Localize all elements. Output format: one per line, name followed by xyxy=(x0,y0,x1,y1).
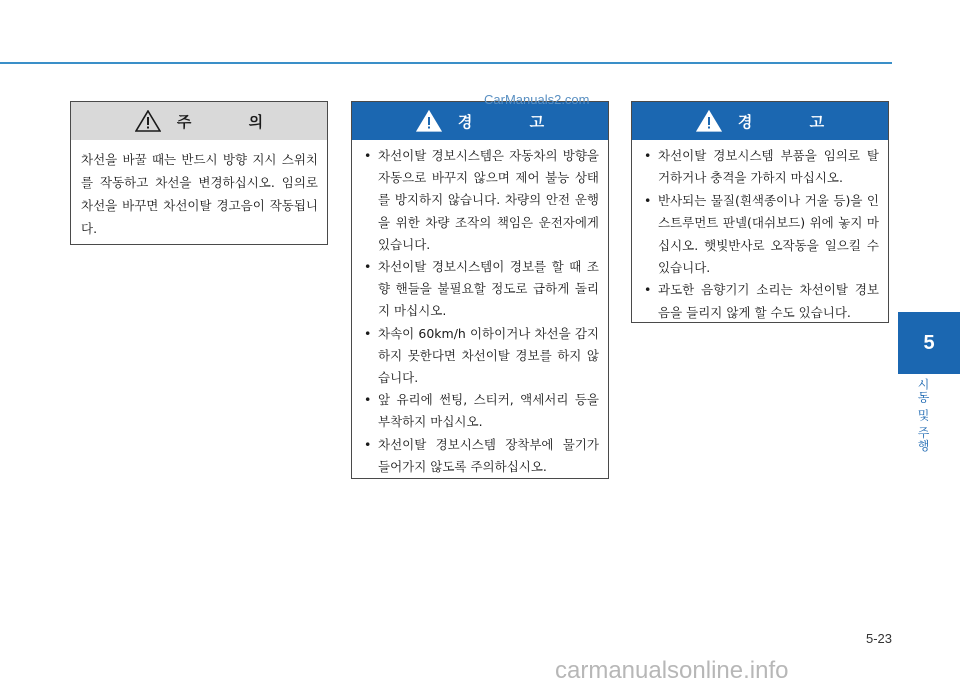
list-item: • 앞 유리에 썬팅, 스티커, 액세서리 등을 부착하지 마십시오. xyxy=(360,389,599,433)
chapter-label: 시동 및 주행 xyxy=(916,378,930,453)
warning-box-left xyxy=(351,101,609,479)
list-item: • 반사되는 물질(흰색종이나 거울 등)을 인스트루먼트 판넬(대쉬보드) 위에 놓지 마십시오. 햇빛반사로 오작동을 일으킬 수 있습니다. xyxy=(640,190,879,280)
warning-triangle-icon xyxy=(416,110,442,132)
list-item: • 차선이탈 경보시스템 부품을 임의로 탈거하거나 충격을 가하지 마십시오. xyxy=(640,145,879,190)
warning-list xyxy=(360,145,599,478)
caution-header xyxy=(71,102,327,140)
warning-body xyxy=(352,140,608,488)
list-item: • 차선이탈 경보시스템이 경보를 할 때 조향 핸들을 불필요할 정도로 급하게 돌리지 마십시오. xyxy=(360,256,599,323)
warning-header xyxy=(632,102,888,140)
warning-title: 경 고 xyxy=(737,112,851,131)
warning-header xyxy=(352,102,608,140)
list-item: • 과도한 음향기기 소리는 차선이탈 경보음을 들리지 않게 할 수도 있습니다. xyxy=(640,279,879,324)
list-item: • 차선이탈 경보시스템은 자동차의 방향을 자동으로 바꾸지 않으며 제어 불능 상태를 방지하지 않습니다. 차량의 안전 운행을 위한 차량 조작의 책임은 운전자에게 있습니다. xyxy=(360,145,599,256)
watermark-top: CarManuals2.com xyxy=(484,92,590,107)
warning-list xyxy=(640,145,879,324)
top-divider xyxy=(0,62,892,64)
caution-text: 차선을 바꿀 때는 반드시 방향 지시 스위치를 작동하고 차선을 변경하십시오. 임의로 차선을 바꾸면 차선이탈 경고음이 작동됩니다. xyxy=(81,152,318,236)
warning-box-right xyxy=(631,101,889,323)
warning-triangle-icon xyxy=(696,110,722,132)
list-item: • 차선이탈 경보시스템 장착부에 물기가 들어가지 않도록 주의하십시오. xyxy=(360,434,599,478)
chapter-tab[interactable]: 5 xyxy=(898,312,960,374)
watermark-bottom: carmanualsonline.info xyxy=(555,657,789,684)
page-number: 5-23 xyxy=(866,631,893,646)
caution-title: 주 의 xyxy=(176,112,290,131)
list-item: • 차속이 60km/h 이하이거나 차선을 감지하지 못한다면 차선이탈 경보를 하지 않습니다. xyxy=(360,323,599,390)
warning-title: 경 고 xyxy=(457,112,571,131)
warning-body xyxy=(632,140,888,334)
caution-box xyxy=(70,101,328,245)
warning-triangle-icon xyxy=(135,110,161,132)
